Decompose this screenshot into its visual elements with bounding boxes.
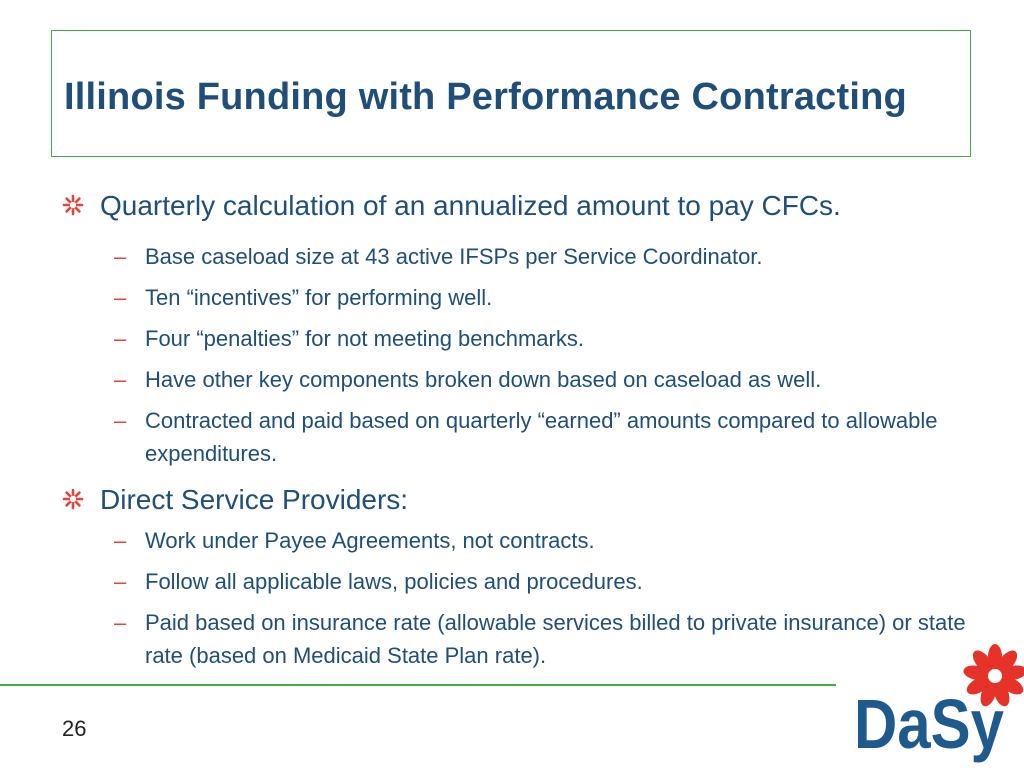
sub-item — [62, 240, 992, 273]
bullet-text: Quarterly calculation of an annualized amount to pay CFCs. — [100, 190, 841, 221]
dash-icon: – — [114, 326, 127, 351]
dash-icon: – — [114, 367, 127, 392]
dasy-logo — [850, 640, 1024, 768]
sub-item-text: Follow all applicable laws, policies and procedures. — [145, 569, 643, 594]
bullet-text: Direct Service Providers: — [100, 484, 409, 515]
sub-item — [62, 524, 992, 557]
asterisk-flower-icon — [62, 194, 84, 216]
dash-icon: – — [114, 610, 127, 635]
slide-title: Illinois Funding with Performance Contracting — [64, 76, 907, 118]
dash-icon: – — [114, 528, 127, 553]
sub-item — [62, 322, 992, 355]
sub-item-text: Base caseload size at 43 active IFSPs per Service Coordinator. — [145, 244, 763, 269]
title-box — [51, 30, 971, 157]
footer-divider — [0, 684, 836, 686]
sub-item — [62, 363, 992, 396]
page-number: 26 — [62, 716, 87, 741]
sub-item-text: Four “penalties” for not meeting benchmarks. — [145, 326, 584, 351]
bullet-item — [62, 482, 992, 518]
dash-icon: – — [114, 285, 127, 310]
sub-item — [62, 565, 992, 598]
dash-icon: – — [114, 244, 127, 269]
asterisk-flower-icon — [62, 488, 84, 510]
dash-icon: – — [114, 408, 127, 433]
logo-text: DaSy — [854, 685, 1005, 763]
slide-content — [62, 188, 992, 680]
sub-item-text: Have other key components broken down based on caseload as well. — [145, 367, 822, 392]
bullet-item — [62, 188, 992, 224]
sub-item-text: Contracted and paid based on quarterly “earned” amounts compared to allowable expenditures. — [145, 408, 938, 466]
sub-item-text: Ten “incentives” for performing well. — [145, 285, 493, 310]
sub-item — [62, 404, 992, 470]
sub-item — [62, 281, 992, 314]
sub-item-text: Work under Payee Agreements, not contracts. — [145, 528, 595, 553]
dash-icon: – — [114, 569, 127, 594]
sub-item-text: Paid based on insurance rate (allowable services billed to private insurance) or state rate (based on Medicaid State Plan rate). — [145, 610, 966, 668]
